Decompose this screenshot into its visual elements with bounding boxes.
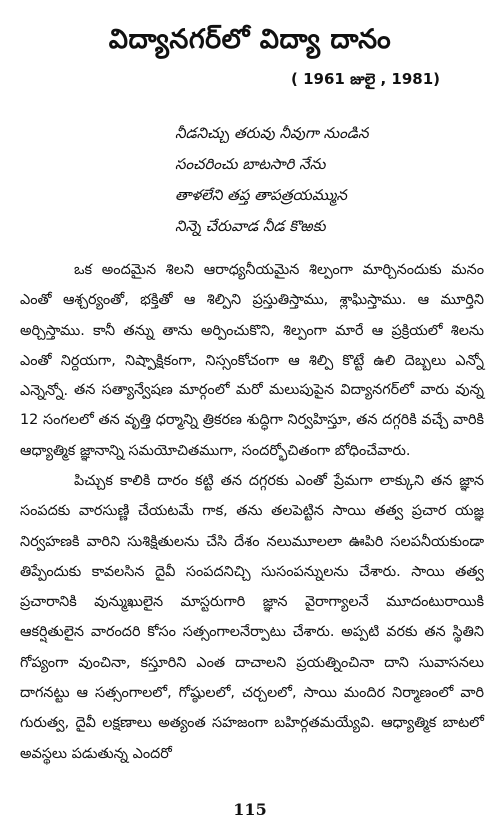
- body-paragraph-block: [20, 466, 484, 769]
- poem-line: నిన్నె చేరువాడ నీడ కొఱకు: [175, 217, 326, 235]
- chapter-date: ( 1961 జులై , 1981): [291, 70, 440, 88]
- opening-poem: [175, 118, 368, 242]
- body-paragraph: ఒక అందమైన శిలని ఆరాధ్యనీయమైన శిల్పంగా మార్చినందుకు మనం ఎంతో ఆశ్చర్యంతో, భక్తితో ఆ శిల్పిని ప్రస్తుతిస్తాము, శ్లాఘిస్తాము. ఆ మూర్తిని అర్చిస్తాము. కానీ తన్ను తాను అర్పించుకొని, శిల్పంగా మారే ఆ ప్రక్రియలో శిలను ఎంతో నిర్దయగా, నిష్పాక్షికంగా, నిస్సంకోచంగా ఆ శిల్పి కొట్టే ఉలి దెబ్బలు ఎన్నో ఎన్నెన్నో.: [20, 262, 484, 400]
- poem-line: నీడనిచ్చు తరువు నీవుగా నుండిన: [175, 124, 369, 142]
- poem-line: సంచరించు బాటసారి నేను: [175, 155, 326, 173]
- body-paragraph: తన సత్యాన్వేషణ మార్గంలో మరో మలుపుపైన విద్యానగర్‌లో వారు వున్న 12 సంగలలో తన వృత్తి ధర్మాన్ని త్రికరణ శుద్ధిగా నిర్వహిస్తూ, తన దగ్గరికి వచ్చే వారికి ఆధ్యాత్మిక జ్ఞానాన్ని సమయోచితముగా, సందర్భోచితంగా బోధించేవారు.: [20, 382, 484, 459]
- body-paragraph-block: [20, 375, 484, 466]
- page-number: 115: [233, 800, 267, 819]
- poem-line: తాళలేని తప్త తాపత్రయమ్మున: [175, 186, 347, 204]
- chapter-title: విద్యానగర్‌లో విద్యా దానం: [108, 24, 392, 55]
- body-paragraph: పిచ్చుక కాలికి దారం కట్టి తన దగ్గరకు ఎంతో ప్రేమగా లాక్కుని తన జ్ఞాన సంపదకు వారసుణ్ణి చేయటమే గాక, తను తలపెట్టిన సాయి తత్వ ప్రచార యజ్ఞ నిర్వహణకి వారిని సుశిక్షితులను చేసి దేశం నలుమూలలా ఊపిరి సలపనీయకుండా తిప్పేందుకు కావలసిన దైవీ సంపదనిచ్చి సుసంపన్నులను చేశారు. సాయి తత్వ ప్రచారానికి వున్ముఖులైన మాస్టరుగారి జ్ఞాన వైరాగ్యాలనే మూదంటురాయికి ఆకర్షితులైన వారందరి కోసం సత్సంగాలనేర్పాటు చేశారు. అప్పటి వరకు తన స్థితిని గోప్యంగా వుంచినా, కస్తూరిని ఎంత దాచాలని ప్రయత్నించినా దాని సువాసనలు దాగనట్టు ఆ సత్సంగాలలో, గోష్ఠులలో, చర్చలలో, సాయి మందిర నిర్మాణంలో వారి గురుత్వ, దైవీ లక్షణాలు అత్యంత సహజంగా బహిర్గతమయ్యేవి. ఆధ్యాత్మిక బాటలో అవస్థలు పడుతున్న ఎందరో: [20, 473, 484, 762]
